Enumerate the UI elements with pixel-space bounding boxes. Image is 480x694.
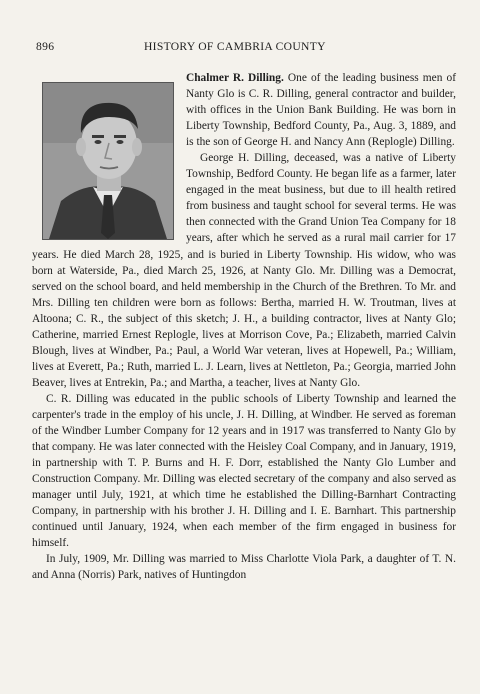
portrait-photo (42, 82, 174, 240)
paragraph-text: One of the leading business men of Nanty Glo is C. R. Dilling, general contractor and builder, with offices in the Union Bank Building. He was born in Liberty Township, Bedford County, Pa., Aug. 3, 1889, and is the son of George H. and Nancy Ann (Replogle) Dilling. (186, 72, 456, 149)
paragraph: C. R. Dilling was educated in the public schools of Liberty Township and learned the carpenter's trade in the employ of his uncle, J. H. Dilling, at Windber. He served as foreman of the Windber Lumber Company for 12 years and in 1917 was transferred to Nanty Glo by that company. He was later connected with the Heisley Coal Company, and in January, 1919, in partnership with T. P. Burns and H. F. Dorr, established the Nanty Glo Lumber and Construction Company. Mr. Dilling was elected secretary of the company and also served as manager until July, 1921, at which time he established the Dilling-Barnhart Contracting Company, in partnership with his brother J. H. Dilling and I. E. Barnhart. This partnership continued until January, 1924, when each member of the firm engaged in business for himself. (32, 392, 456, 550)
page-number: 896 (36, 40, 55, 53)
paragraph: George H. Dilling, deceased, was a native of Liberty Township, Bedford County. He began life as a farmer, later engaged in the meat business, but due to ill health retired from business and taught school for several terms. He was then connected with the Grand Union Tea Company for 18 years, after which he served as a rural mail carrier for 17 years. He died March 28, 1925, and is buried in Liberty Township. His widow, who was born at Waterside, Pa., died March 25, 1926, at Nanty Glo. Mr. Dilling was a Democrat, served on the school board, and held membership in the Church of the Brethren. To Mr. and Mrs. Dilling ten children were born as follows: Bertha, married H. W. Troutman, lives at Altoona; C. R., the subject of this sketch; J. H., a building contractor, lives at Nanty Glo; Catherine, married Ernest Replogle, lives at Morrison Cove, Pa.; Elizabeth, married Calvin Blough, lives at Windber, Pa.; Paul, a World War veteran, lives at Hopewell, Pa.; William, lives at Everett, Pa.; Ruth, married L. J. Learn, lives at Nettleton, Pa.; Georgia, married John Beaver, lives at Entrekin, Pa.; and Martha, a teacher, lives at Nanty Glo. (32, 152, 456, 389)
page-title: HISTORY OF CAMBRIA COUNTY (144, 40, 326, 53)
biography-text (32, 70, 456, 584)
subject-name: Chalmer R. Dilling. (186, 72, 284, 84)
paragraph: In July, 1909, Mr. Dilling was married to Miss Charlotte Viola Park, a daughter of T. N. and Anna (Norris) Park, natives of Huntingdon (32, 553, 456, 582)
portrait-icon (43, 83, 173, 239)
